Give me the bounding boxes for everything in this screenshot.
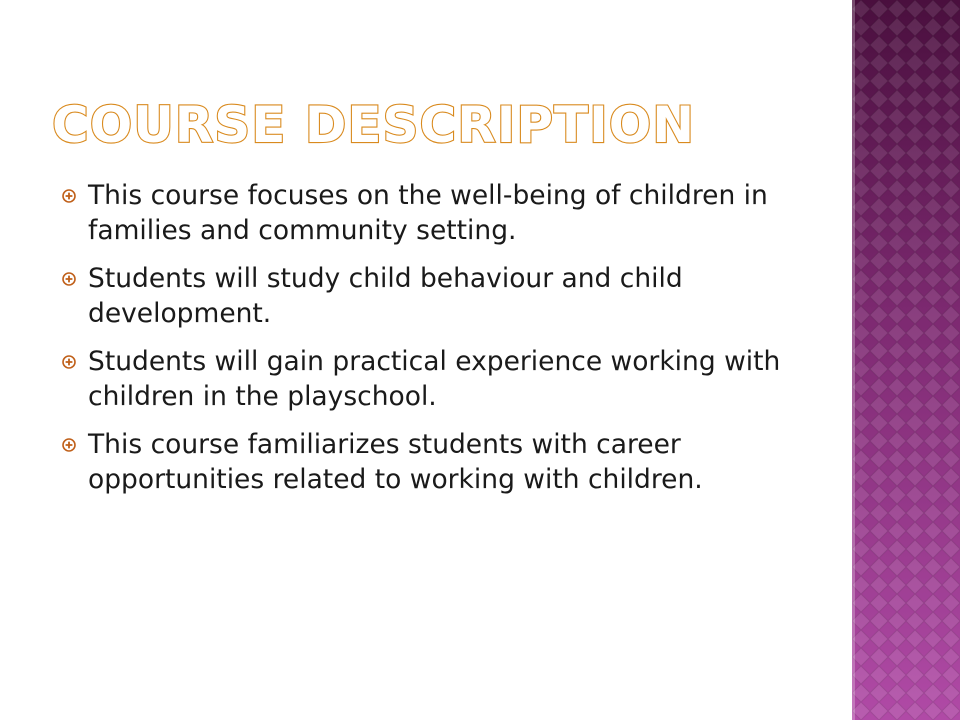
bullet-item — [62, 178, 822, 248]
circled-plus-icon — [62, 438, 76, 452]
decorative-sidebar — [852, 0, 960, 720]
circled-plus-icon — [62, 189, 76, 203]
bullet-list — [62, 178, 822, 510]
bullet-item — [62, 427, 822, 497]
bullet-text: This course familiarizes students with career opportunities related to working with children. — [88, 429, 703, 495]
bullet-item — [62, 261, 822, 331]
bullet-text: Students will gain practical experience working with children in the playschool. — [88, 346, 781, 412]
slide-title-svg — [52, 84, 832, 164]
sidebar-edge — [852, 0, 855, 720]
bullet-text: Students will study child behaviour and child development. — [88, 263, 683, 329]
bullet-item — [62, 344, 822, 414]
circled-plus-icon — [62, 272, 76, 286]
slide-title — [52, 84, 832, 164]
slide-title-text: COURSE DESCRIPTION — [52, 96, 696, 154]
sidebar-diamond-pattern — [852, 0, 960, 720]
circled-plus-icon — [62, 355, 76, 369]
bullet-text: This course focuses on the well-being of children in families and community setting. — [88, 180, 768, 246]
